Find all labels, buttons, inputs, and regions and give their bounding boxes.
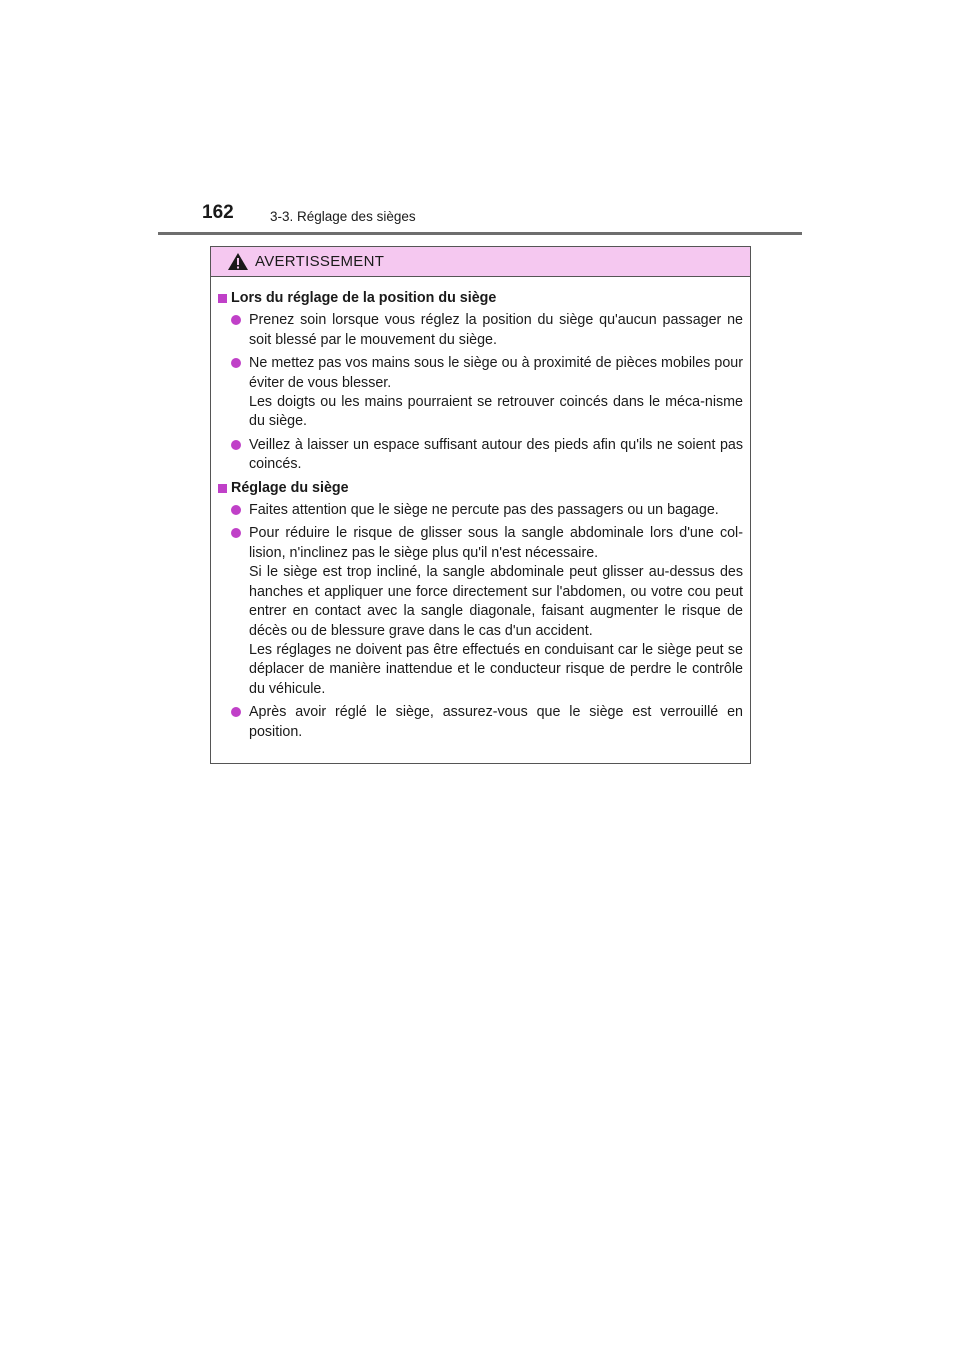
warning-title: AVERTISSEMENT <box>255 253 385 270</box>
list-item-text <box>249 354 743 432</box>
round-bullet-icon <box>231 505 241 515</box>
list-item <box>231 311 743 350</box>
warning-box <box>210 246 751 764</box>
paragraph: Les doigts ou les mains pourraient se retrouver coincés dans le méca-nisme du siège. <box>249 394 743 430</box>
warning-triangle-icon <box>227 252 249 271</box>
list-item <box>231 436 743 475</box>
warning-section <box>218 479 743 742</box>
paragraph: Prenez soin lorsque vous réglez la position du siège qu'aucun passager ne soit blessé par le mouvement du siège. <box>249 312 743 348</box>
list-item <box>231 354 743 432</box>
warning-body <box>211 277 750 763</box>
section-title: 3-3. Réglage des sièges <box>270 209 416 224</box>
list-item-text <box>249 501 743 520</box>
paragraph: Si le siège est trop incliné, la sangle abdominale peut glisser au-dessus des hanches et appliquer une force directement sur l'abdomen, ou votre cou peut entrer en contact avec la sangle diagonale, faisant augmenter le risque de décès ou de blessure grave dans le cas d'un accident. <box>249 564 743 639</box>
paragraph: Faites attention que le siège ne percute pas des passagers ou un bagage. <box>249 502 719 519</box>
paragraph: Après avoir réglé le siège, assurez-vous que le siège est verrouillé en position. <box>249 704 743 740</box>
paragraph: Ne mettez pas vos mains sous le siège ou à proximité de pièces mobiles pour éviter de vous blesser. <box>249 355 743 391</box>
warning-section <box>218 289 743 475</box>
list-item <box>231 703 743 742</box>
section-heading <box>218 479 743 498</box>
list-item-text <box>249 524 743 699</box>
round-bullet-icon <box>231 440 241 450</box>
round-bullet-icon <box>231 707 241 717</box>
list-item <box>231 524 743 699</box>
warning-header <box>211 247 750 277</box>
paragraph: Les réglages ne doivent pas être effectués en conduisant car le siège peut se déplacer de manière inattendue et le conducteur risque de perdre le contrôle du véhicule. <box>249 641 743 697</box>
list-item-text <box>249 436 743 475</box>
paragraph: Veillez à laisser un espace suffisant autour des pieds afin qu'ils ne soient pas coincés. <box>249 436 743 473</box>
round-bullet-icon <box>231 315 241 325</box>
header-divider <box>158 232 802 235</box>
section-heading <box>218 289 743 308</box>
round-bullet-icon <box>231 528 241 538</box>
list-item <box>231 501 743 520</box>
list-item-text <box>249 311 743 350</box>
paragraph: Pour réduire le risque de glisser sous la sangle abdominale lors d'une col-lision, n'inclinez pas le siège plus qu'il n'est nécessaire. <box>249 525 743 561</box>
page-number: 162 <box>202 202 234 223</box>
round-bullet-icon <box>231 358 241 368</box>
section-heading-text: Réglage du siège <box>231 479 349 496</box>
list-item-text <box>249 703 743 742</box>
square-bullet-icon <box>218 294 227 303</box>
square-bullet-icon <box>218 484 227 493</box>
section-heading-text: Lors du réglage de la position du siège <box>231 290 497 306</box>
